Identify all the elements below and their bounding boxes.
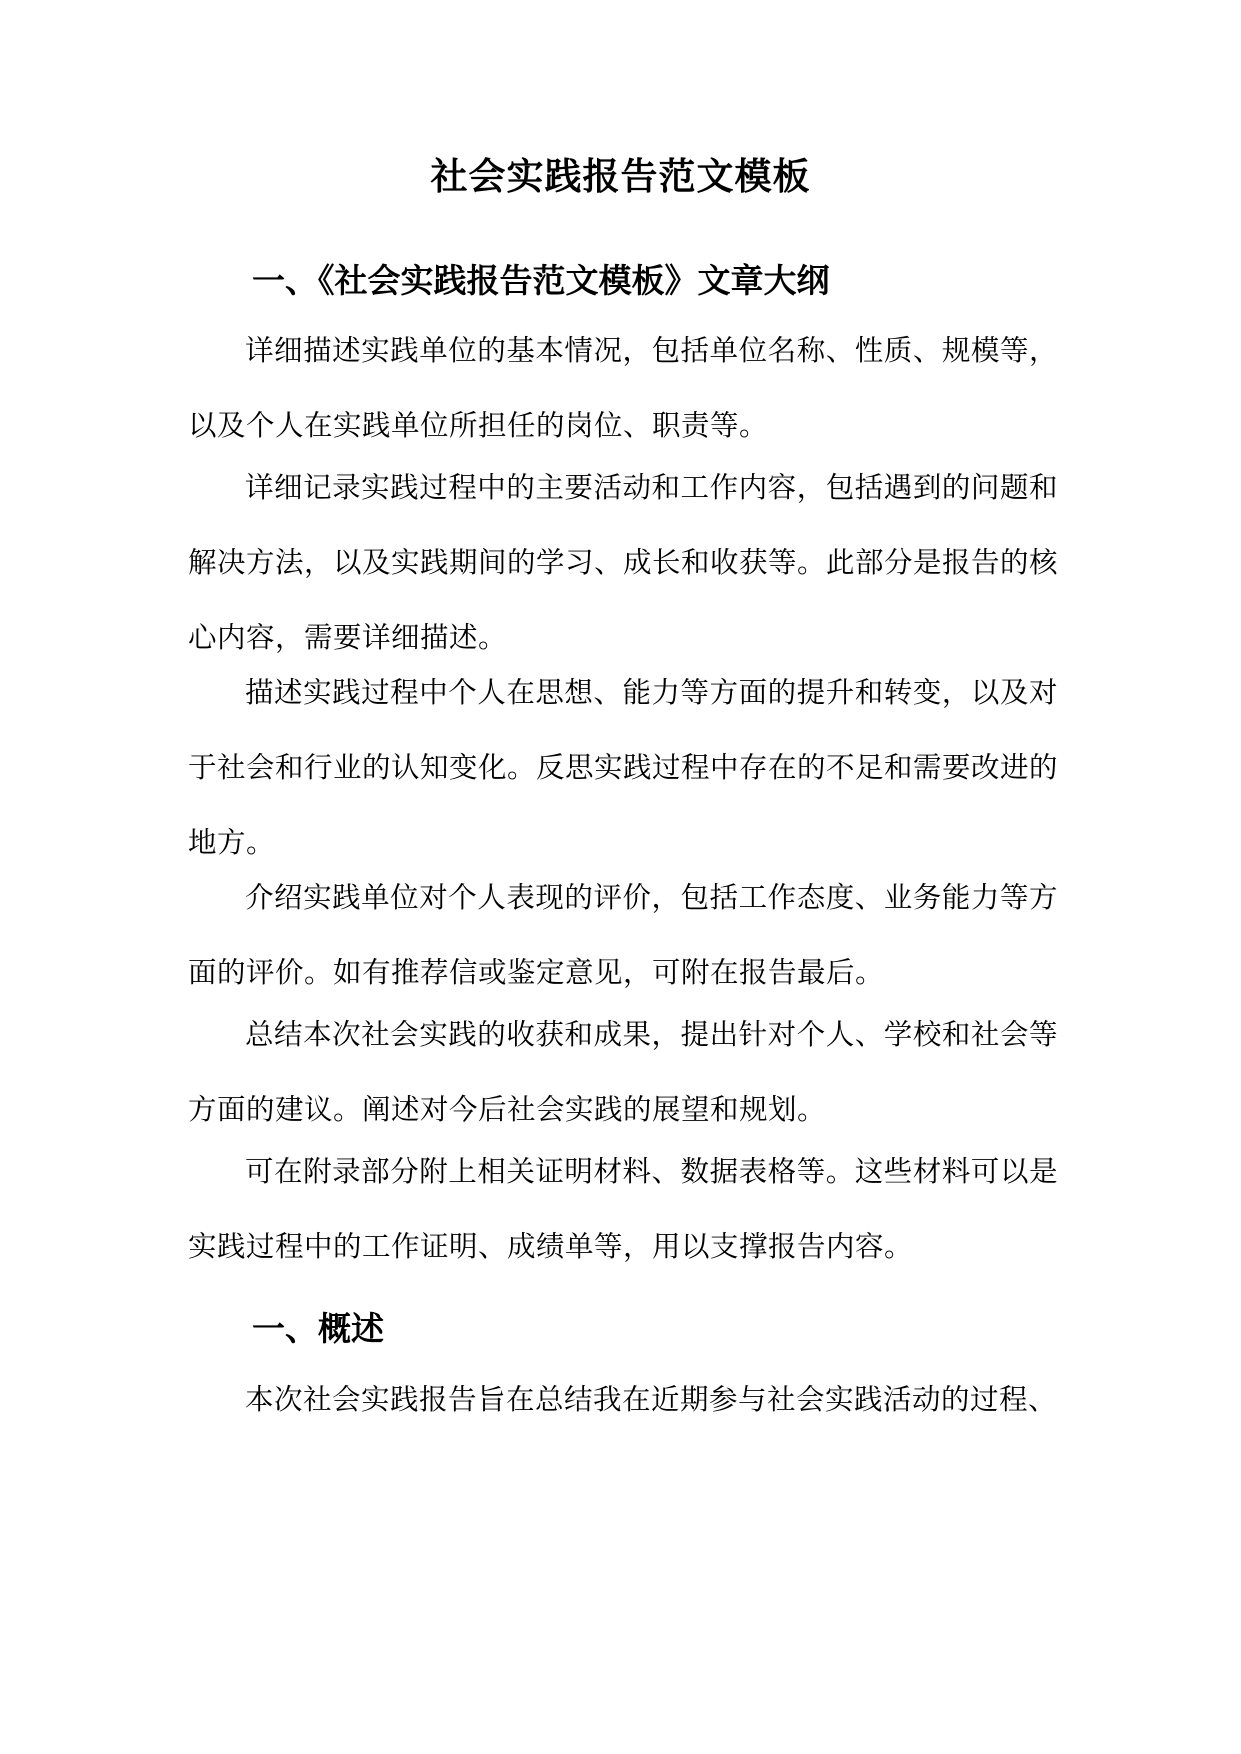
- outline-paragraph-1: 详细描述实践单位的基本情况，包括单位名称、性质、规模等，以及个人在实践单位所担任的岗位、职责等。: [188, 334, 1058, 442]
- outline-paragraph-6: 可在附录部分附上相关证明材料、数据表格等。这些材料可以是实践过程中的工作证明、成绩单等，用以支撑报告内容。: [188, 1155, 1058, 1263]
- outline-paragraph-2: 详细记录实践过程中的主要活动和工作内容，包括遇到的问题和解决方法，以及实践期间的学习、成长和收获等。此部分是报告的核心内容，需要详细描述。: [188, 471, 1059, 654]
- outline-heading: 一、《社会实践报告范文模板》文章大纲: [252, 261, 830, 300]
- overview-paragraph: 本次社会实践报告旨在总结我在近期参与社会实践活动的过程、: [245, 1383, 1058, 1416]
- outline-paragraph-3: 描述实践过程中个人在思想、能力等方面的提升和转变，以及对于社会和行业的认知变化。反思实践过程中存在的不足和需要改进的地方。: [188, 676, 1059, 859]
- document-title: 社会实践报告范文模板: [430, 154, 811, 198]
- outline-paragraph-4: 介绍实践单位对个人表现的评价，包括工作态度、业务能力等方面的评价。如有推荐信或鉴定意见，可附在报告最后。: [188, 881, 1058, 989]
- overview-heading: 一、概述: [252, 1309, 384, 1348]
- outline-paragraph-5: 总结本次社会实践的收获和成果，提出针对个人、学校和社会等方面的建议。阐述对今后社会实践的展望和规划。: [188, 1018, 1058, 1126]
